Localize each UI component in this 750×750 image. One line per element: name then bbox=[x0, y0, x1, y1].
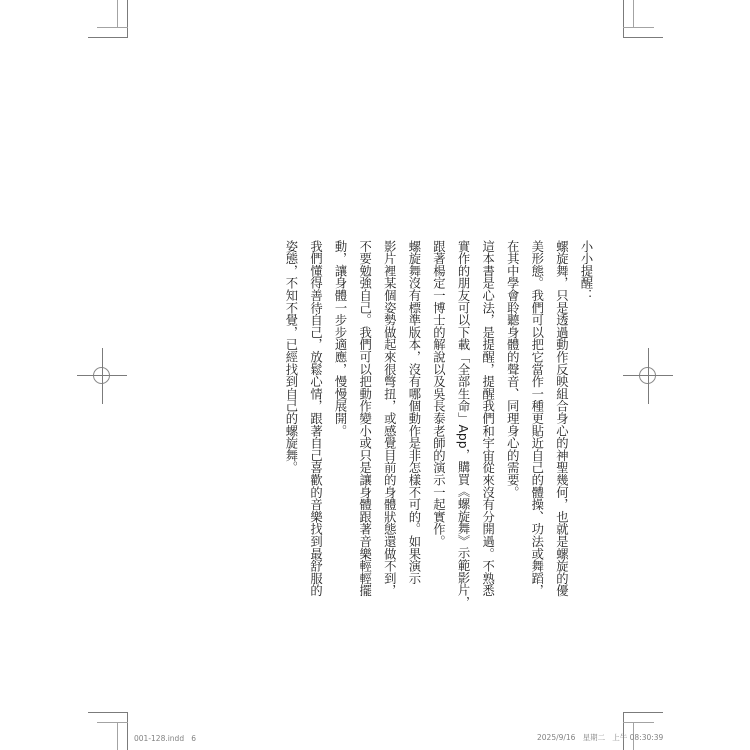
registration-crosshair-vertical bbox=[648, 348, 649, 404]
vertical-text-column: 美形態。我們可以把它當作一種更貼近自己的體操、功法或舞蹈， bbox=[529, 240, 544, 597]
vertical-text-column: 在其中學會聆聽身體的聲音、同理身心的需要。 bbox=[505, 240, 520, 499]
vertical-text-column: 影片裡某個姿勢做起來很彆扭，或感覺目前的身體狀態還做不到， bbox=[382, 240, 397, 597]
crop-mark-line bbox=[117, 0, 118, 28]
crop-mark-line bbox=[117, 722, 118, 750]
vertical-text-column: 姿態，不知不覺，已經找到自己的螺旋舞。 bbox=[283, 240, 298, 474]
vertical-text-column: 我們懂得善待自己，放鬆心情，跟著自己喜歡的音樂找到最舒服的 bbox=[308, 240, 323, 597]
vertical-text-column: 螺旋舞沒有標準版本，沒有哪個動作是非怎樣不可的。如果演示 bbox=[406, 240, 421, 585]
crop-mark-line bbox=[623, 37, 663, 38]
vertical-text-column: 螺旋舞，只是透過動作反映組合身心的神聖幾何，也就是螺旋的優 bbox=[554, 240, 569, 597]
registration-crosshair-vertical bbox=[102, 348, 103, 404]
registration-crosshair-horizontal bbox=[623, 375, 673, 376]
crop-mark-line bbox=[97, 27, 128, 28]
vertical-text-column: 跟著楊定一博士的解說以及吳長泰老師的演示一起實作。 bbox=[431, 240, 446, 548]
crop-mark-line bbox=[623, 27, 654, 28]
crop-mark-line bbox=[623, 712, 663, 713]
crop-mark-line bbox=[623, 712, 624, 750]
vertical-text-column: 小小提醒： bbox=[579, 240, 593, 302]
crop-mark-line bbox=[88, 712, 128, 713]
vertical-text-block bbox=[278, 240, 598, 612]
crop-mark-line bbox=[97, 722, 128, 723]
footer-file-slug: 001-128.indd 6 bbox=[134, 734, 197, 743]
crop-mark-line bbox=[623, 722, 654, 723]
crop-mark-line bbox=[127, 0, 128, 38]
vertical-text-column: 動，讓身體一步步適應，慢慢展開。 bbox=[333, 240, 348, 437]
vertical-text-column: 不要勉強自己。我們可以把動作變小或只是讓身體跟著音樂輕輕擺 bbox=[357, 240, 372, 597]
vertical-text-column: 實作的朋友可以下載「全部生命」App，購買《螺旋舞》示範影片， bbox=[456, 240, 471, 609]
crop-mark-line bbox=[623, 0, 624, 38]
footer-datetime-slug: 2025/9/16 星期二 上午 08:30:39 bbox=[537, 733, 664, 742]
registration-crosshair-horizontal bbox=[77, 375, 127, 376]
vertical-text-column: 這本書是心法，是提醒，提醒我們和宇宙從來沒有分開過。不熟悉 bbox=[480, 240, 495, 597]
crop-mark-line bbox=[127, 712, 128, 750]
crop-mark-line bbox=[88, 37, 128, 38]
crop-mark-line bbox=[633, 0, 634, 28]
